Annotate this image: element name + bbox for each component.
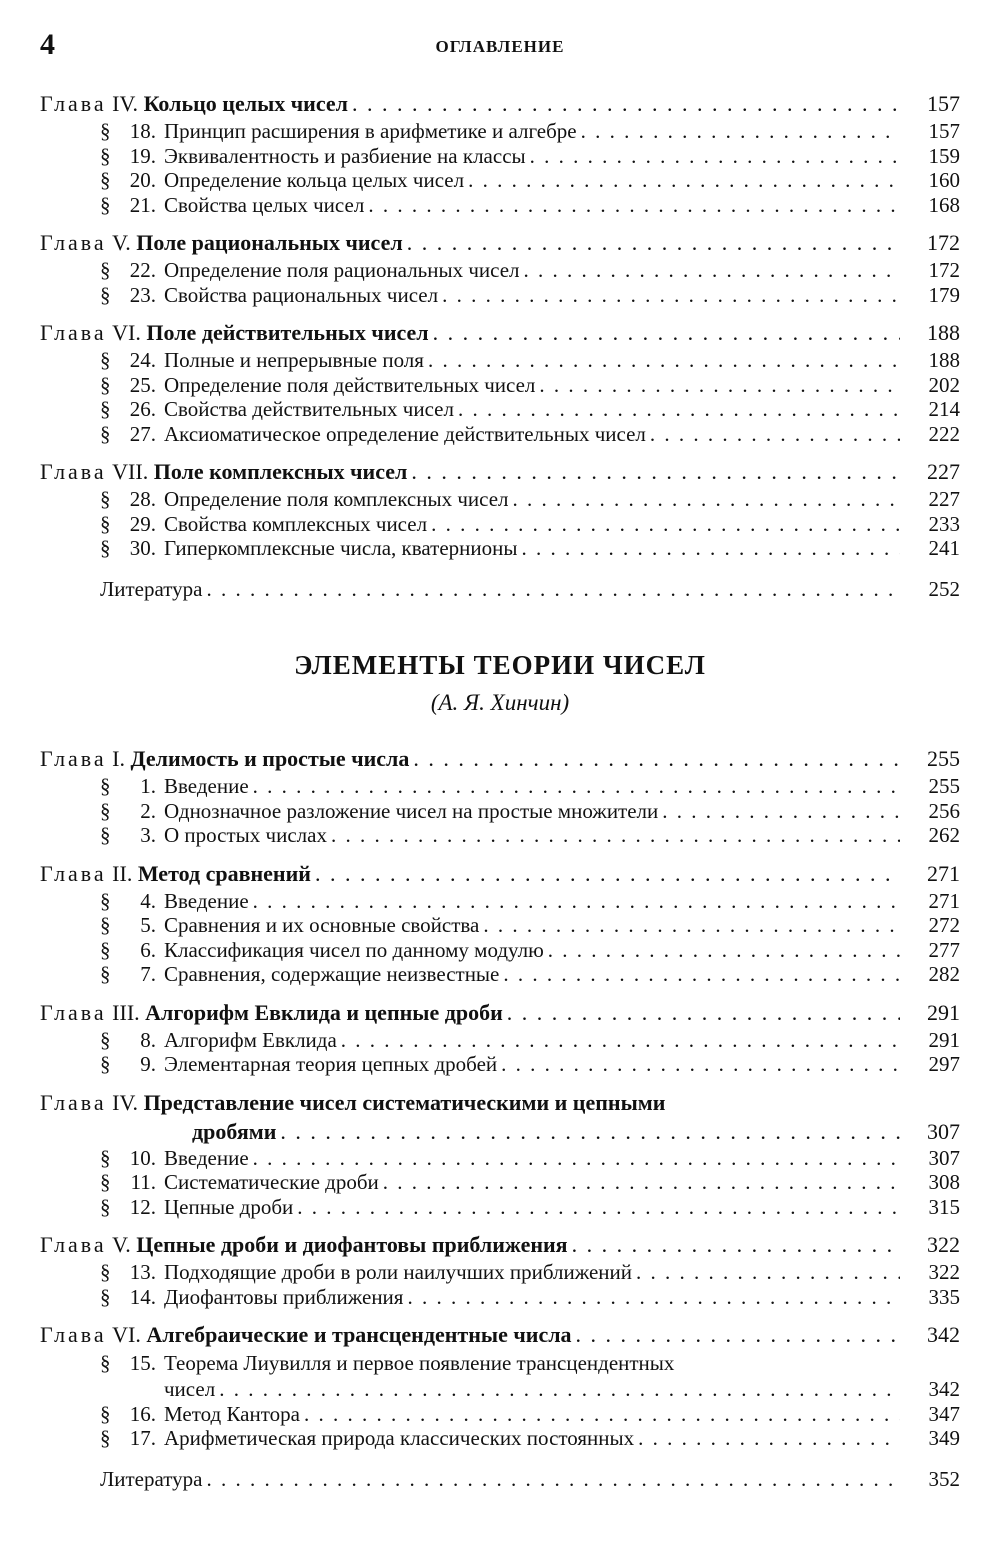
paragraph-title: Свойства комплексных чисел	[164, 511, 428, 536]
section-sign: §	[100, 937, 111, 962]
paragraph-entry[interactable]: § 5. Сравнения и их основные свойства . . . 272	[40, 913, 960, 938]
paragraph-title: Аксиоматическое определение действительных чисел	[164, 421, 646, 446]
chapter-entry[interactable]: Глава VII. Поле комплексных чисел . . . 227	[40, 456, 960, 487]
page-ref: 342	[928, 1377, 960, 1401]
dot-leader	[411, 456, 900, 487]
paragraph-title: Диофантовы приближения	[164, 1284, 404, 1309]
dot-leader	[297, 1195, 900, 1220]
dot-leader	[501, 1052, 900, 1077]
dot-leader	[483, 913, 900, 938]
paragraph-title: Свойства целых чисел	[164, 192, 365, 217]
page-ref: 335	[928, 1284, 960, 1309]
page-ref: 297	[928, 1052, 960, 1076]
page-ref: 277	[928, 937, 960, 962]
paragraph-entry[interactable]: § 28. Определение поля комплексных чисел . . . 227	[40, 487, 960, 512]
toc-part-2	[40, 743, 960, 1493]
paragraph-entry[interactable]: § 12. Цепные дроби . . . 315	[40, 1195, 960, 1220]
dot-leader	[383, 1170, 900, 1195]
dot-leader	[576, 1319, 900, 1350]
section-sign: §	[100, 1401, 111, 1426]
page-ref: 349	[928, 1426, 960, 1450]
dot-leader	[433, 317, 900, 348]
chapter-entry[interactable]: Глава I. Делимость и простые числа . . . 255	[40, 743, 960, 774]
page-ref: 188	[927, 320, 960, 345]
paragraph-title: Эквивалентность и разбиение на классы	[164, 143, 526, 168]
section-sign: §	[100, 1194, 111, 1219]
paragraph-entry[interactable]: § 30. Гиперкомплексные числа, кватернионы . . . 241	[40, 536, 960, 561]
paragraph-entry[interactable]: § 14. Диофантовы приближения . . . 335	[40, 1285, 960, 1310]
chapter-title: Поле комплексных чисел	[153, 459, 408, 484]
paragraph-title: Определение поля действительных чисел	[164, 372, 536, 397]
page-ref: 308	[928, 1170, 960, 1194]
section-sign: §	[100, 888, 111, 913]
paragraph-title: Полные и непрерывные поля	[164, 348, 424, 372]
section-sign: §	[100, 962, 111, 986]
paragraph-entry[interactable]: § 21. Свойства целых чисел . . . 168	[40, 193, 960, 218]
page-ref: 255	[928, 774, 960, 798]
chapter-entry[interactable]: Глава V. Цепные дроби и диофантовы приближения . . . 322	[40, 1229, 960, 1260]
chapter-entry-first-line[interactable]: Глава IV. Представление чисел систематическими и цепными	[40, 1089, 666, 1115]
dot-leader	[368, 193, 900, 218]
paragraph-title: Введение	[164, 1145, 249, 1170]
page-ref: 272	[928, 913, 960, 937]
dot-leader	[650, 422, 900, 447]
paragraph-entry[interactable]: § 7. Сравнения, содержащие неизвестные . . . 282	[40, 962, 960, 987]
paragraph-title: Цепные дроби	[164, 1194, 294, 1219]
section-sign: §	[100, 1260, 111, 1284]
paragraph-title: Свойства рациональных чисел	[164, 282, 439, 307]
paragraph-entry[interactable]: § 9. Элементарная теория цепных дробей . . . 297	[40, 1052, 960, 1077]
paragraph-entry[interactable]: § 22. Определение поля рациональных чисел . . . 172	[40, 258, 960, 283]
dot-leader	[304, 1402, 900, 1427]
page-ref: 227	[927, 459, 960, 484]
section-sign: §	[100, 536, 111, 560]
dot-leader	[315, 858, 900, 889]
section-sign: §	[100, 1426, 111, 1450]
paragraph-entry[interactable]: § 2. Однозначное разложение чисел на простые множители . . . 256	[40, 799, 960, 824]
section-sign: §	[100, 1351, 111, 1375]
page-ref: 315	[928, 1194, 960, 1219]
dot-leader	[331, 823, 900, 848]
chapter-entry[interactable]: Глава IV. Кольцо целых чисел . . . 157	[40, 88, 960, 119]
paragraph-entry[interactable]: § 26. Свойства действительных чисел . . . 214	[40, 397, 960, 422]
dot-leader	[548, 938, 900, 963]
paragraph-title: Однозначное разложение чисел на простые множители	[164, 798, 659, 823]
dot-leader	[581, 119, 900, 144]
chapter-title: Делимость и простые числа	[130, 746, 410, 771]
page-ref: 255	[927, 746, 960, 771]
paragraph-entry[interactable]: § 13. Подходящие дроби в роли наилучших приближений . . . 322	[40, 1260, 960, 1285]
paragraph-entry[interactable]: § 24. Полные и непрерывные поля . . . 188	[40, 348, 960, 373]
chapter-title: Цепные дроби и диофантовы приближения	[136, 1232, 568, 1257]
section-sign: §	[100, 192, 111, 217]
section-sign: §	[100, 1027, 111, 1052]
paragraph-title: Теорема Лиувилля и первое появление трансцендентных	[164, 1351, 675, 1375]
dot-leader	[524, 258, 900, 283]
dot-leader	[539, 373, 900, 398]
page-number: 4	[40, 28, 55, 61]
dot-leader	[636, 1260, 900, 1285]
chapter-title: Алгебраические и трансцендентные числа	[146, 1322, 572, 1347]
paragraph-title: Определение поля рациональных чисел	[164, 258, 520, 282]
chapter-entry[interactable]: Глава VI. Поле действительных чисел . . . 188	[40, 317, 960, 348]
literature-entry[interactable]	[40, 575, 960, 603]
section-sign: §	[100, 168, 111, 192]
dot-leader	[442, 283, 900, 308]
page-ref: 214	[928, 397, 960, 421]
page-ref: 271	[928, 888, 960, 913]
paragraph-entry[interactable]: § 4. Введение . . . 271	[40, 889, 960, 914]
paragraph-entry-first-line[interactable]: § 15. Теорема Лиувилля и первое появление трансцендентных	[100, 1351, 675, 1375]
dot-leader	[662, 799, 900, 824]
dot-leader	[431, 512, 900, 537]
part-author: (А. Я. Хинчин)	[430, 690, 570, 715]
page-ref: 291	[927, 999, 960, 1025]
dot-leader	[352, 88, 900, 119]
paragraph-entry[interactable]: § 3. О простых числах . . . 262	[40, 823, 960, 848]
dot-leader	[513, 487, 901, 512]
section-sign: §	[100, 397, 111, 421]
chapter-entry[interactable]: Глава V. Поле рациональных чисел . . . 172	[40, 227, 960, 258]
section-sign: §	[100, 119, 111, 143]
section-sign: §	[100, 1145, 111, 1170]
chapter-entry[interactable]: Глава III. Алгорифм Евклида и цепные дроби . . . 291	[40, 997, 960, 1028]
section-sign: §	[100, 258, 111, 282]
page-ref: 188	[928, 348, 960, 372]
page-ref: 342	[927, 1322, 960, 1347]
paragraph-title: Элементарная теория цепных дробей	[164, 1052, 498, 1076]
page-ref: 241	[928, 536, 960, 560]
chapter-title-continuation: дробями	[192, 1118, 277, 1144]
toc-part-1	[40, 88, 960, 603]
dot-leader	[428, 348, 900, 373]
dot-leader	[468, 168, 900, 193]
dot-leader	[413, 743, 900, 774]
paragraph-entry[interactable]: § 23. Свойства рациональных чисел . . . 179	[40, 283, 960, 308]
paragraph-entry[interactable]: § 20. Определение кольца целых чисел . . . 160	[40, 168, 960, 193]
chapter-title: Представление чисел систематическими и цепными	[143, 1089, 666, 1115]
section-sign: §	[100, 372, 111, 397]
dot-leader	[572, 1229, 900, 1260]
paragraph-entry[interactable]: § 11. Систематические дроби . . . 308	[40, 1170, 960, 1195]
dot-leader	[638, 1426, 900, 1451]
paragraph-title: Систематические дроби	[164, 1170, 379, 1194]
dot-leader	[458, 397, 900, 422]
page-ref: 322	[928, 1260, 960, 1284]
running-title: ОГЛАВЛЕНИЕ	[435, 37, 565, 56]
chapter-entry[interactable]: Глава II. Метод сравнений . . . 271	[40, 858, 960, 889]
dot-leader	[280, 1118, 900, 1146]
page-ref: 233	[928, 511, 960, 536]
literature-entry[interactable]	[40, 1465, 960, 1493]
paragraph-title: Введение	[164, 888, 249, 913]
paragraph-title: Сравнения, содержащие неизвестные	[164, 962, 500, 986]
section-sign: §	[100, 421, 111, 446]
paragraph-entry[interactable]: § 1. Введение . . . 255	[40, 774, 960, 799]
page-ref: 256	[928, 798, 960, 823]
page-ref: 172	[928, 258, 960, 282]
chapter-title: Поле рациональных чисел	[136, 230, 403, 255]
section-sign: §	[100, 282, 111, 307]
dot-leader	[521, 536, 900, 561]
paragraph-title: О простых числах	[164, 823, 327, 847]
literature-title: Литература	[100, 1466, 203, 1491]
page-ref: 172	[927, 230, 960, 255]
page-ref: 307	[928, 1145, 960, 1170]
paragraph-entry[interactable]: § 29. Свойства комплексных чисел . . . 233	[40, 512, 960, 537]
page-ref: 157	[927, 91, 960, 116]
page-ref: 291	[928, 1027, 960, 1052]
page-ref: 168	[928, 192, 960, 217]
section-sign: §	[100, 798, 111, 823]
paragraph-title: Алгорифм Евклида	[164, 1027, 337, 1052]
page-ref: 271	[927, 860, 960, 886]
dot-leader	[253, 1146, 900, 1171]
page-ref: 352	[928, 1466, 960, 1491]
page-ref: 227	[928, 487, 960, 511]
paragraph-title: Свойства действительных чисел	[164, 397, 454, 421]
paragraph-title: Введение	[164, 774, 249, 798]
dot-leader	[503, 962, 900, 987]
dot-leader	[206, 1465, 900, 1493]
literature-title: Литература	[100, 576, 203, 601]
page-ref: 322	[927, 1232, 960, 1257]
paragraph-entry[interactable]: § 19. Эквивалентность и разбиение на классы . . . 159	[40, 144, 960, 169]
paragraph-title: Арифметическая природа классических постоянных	[164, 1426, 635, 1450]
paragraph-entry[interactable]: § 16. Метод Кантора . . . 347	[40, 1402, 960, 1427]
section-sign: §	[100, 913, 111, 937]
section-sign: §	[100, 348, 111, 372]
dot-leader	[253, 889, 900, 914]
paragraph-title-continuation: чисел	[164, 1377, 216, 1401]
section-sign: §	[100, 1284, 111, 1309]
page-ref: 222	[928, 421, 960, 446]
paragraph-title: Классификация чисел по данному модулю	[164, 937, 544, 962]
dot-leader	[407, 1285, 900, 1310]
page-ref: 307	[927, 1118, 960, 1144]
paragraph-entry[interactable]: § 25. Определение поля действительных чисел . . . 202	[40, 373, 960, 398]
chapter-entry-continuation[interactable]	[40, 1118, 960, 1146]
chapter-title: Кольцо целых чисел	[143, 91, 348, 116]
page-ref: 157	[928, 119, 960, 143]
chapter-entry[interactable]: Глава VI. Алгебраические и трансцендентные числа . . . 342	[40, 1319, 960, 1350]
paragraph-entry-continuation[interactable]	[40, 1377, 960, 1402]
page-ref: 282	[928, 962, 960, 986]
paragraph-entry[interactable]: § 8. Алгорифм Евклида . . . 291	[40, 1028, 960, 1053]
running-head	[40, 28, 960, 68]
paragraph-title: Сравнения и их основные свойства	[164, 913, 480, 937]
chapter-title: Поле действительных чисел	[146, 320, 429, 345]
page-ref: 262	[928, 823, 960, 847]
section-sign: §	[100, 1052, 111, 1076]
dot-leader	[507, 997, 900, 1028]
paragraph-entry[interactable]: § 6. Классификация чисел по данному модулю . . . 277	[40, 938, 960, 963]
page-ref: 252	[928, 576, 960, 601]
page-ref: 179	[928, 282, 960, 307]
section-sign: §	[100, 1170, 111, 1194]
section-sign: §	[100, 823, 111, 847]
dot-leader	[407, 227, 900, 258]
chapter-title: Метод сравнений	[137, 860, 311, 886]
page-ref: 202	[928, 372, 960, 397]
page-ref: 160	[928, 168, 960, 192]
paragraph-title: Метод Кантора	[164, 1401, 300, 1426]
dot-leader	[253, 774, 900, 799]
section-sign: §	[100, 487, 111, 511]
paragraph-title: Подходящие дроби в роли наилучших приближений	[164, 1260, 632, 1284]
section-sign: §	[100, 143, 111, 168]
chapter-title: Алгорифм Евклида и цепные дроби	[145, 999, 503, 1025]
paragraph-entry[interactable]: § 27. Аксиоматическое определение действительных чисел . . . 222	[40, 422, 960, 447]
dot-leader	[206, 575, 900, 603]
dot-leader	[219, 1377, 900, 1402]
page-ref: 159	[928, 143, 960, 168]
paragraph-title: Определение поля комплексных чисел	[164, 487, 509, 511]
dot-leader	[530, 144, 900, 169]
section-sign: §	[100, 511, 111, 536]
paragraph-title: Гиперкомплексные числа, кватернионы	[164, 536, 518, 560]
page-ref: 347	[928, 1401, 960, 1426]
part-title: ЭЛЕМЕНТЫ ТЕОРИИ ЧИСЕЛ	[294, 650, 706, 680]
section-sign: §	[100, 774, 111, 798]
dot-leader	[341, 1028, 900, 1053]
paragraph-title: Принцип расширения в арифметике и алгебре	[164, 119, 577, 143]
paragraph-entry[interactable]: § 18. Принцип расширения в арифметике и алгебре . . . 157	[40, 119, 960, 144]
paragraph-entry[interactable]: § 17. Арифметическая природа классических постоянных . . . 349	[40, 1426, 960, 1451]
paragraph-title: Определение кольца целых чисел	[164, 168, 465, 192]
paragraph-entry[interactable]: § 10. Введение . . . 307	[40, 1146, 960, 1171]
